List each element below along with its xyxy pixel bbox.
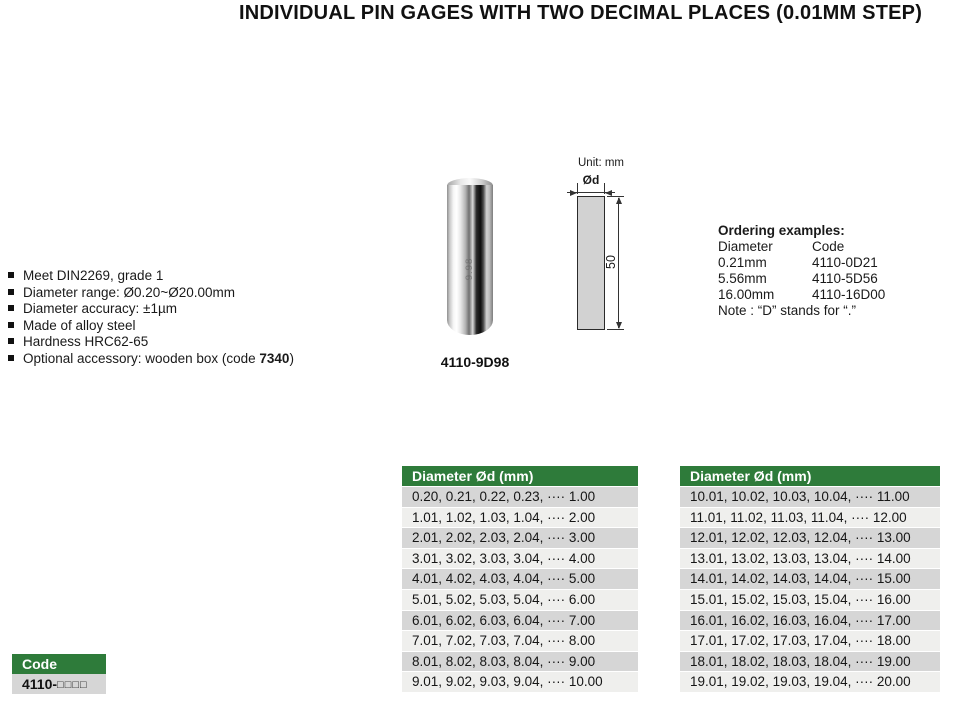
diameter-dimension-label: Ød — [582, 173, 600, 187]
feature-list — [8, 268, 294, 368]
table-row: 19.01, 19.02, 19.03, 19.04, ···· 20.00 — [680, 672, 940, 693]
arrowhead-icon — [570, 190, 577, 196]
feature-text: Meet DIN2269, grade 1 — [23, 268, 164, 283]
feature-item-optional-accessory — [8, 351, 294, 368]
code-box-value — [12, 674, 106, 694]
table-row: 17.01, 17.02, 17.03, 17.04, ···· 18.00 — [680, 631, 940, 652]
diameter-table-left — [402, 466, 638, 693]
ordering-diameter: 0.21mm — [718, 255, 767, 270]
feature-item — [8, 334, 294, 351]
table-row: 0.20, 0.21, 0.22, 0.23, ···· 1.00 — [402, 487, 638, 508]
table-row: 5.01, 5.02, 5.03, 5.04, ···· 6.00 — [402, 590, 638, 611]
table-row: 7.01, 7.02, 7.03, 7.04, ···· 8.00 — [402, 631, 638, 652]
ordering-heading: Ordering examples: — [718, 223, 845, 238]
table-row: 12.01, 12.02, 12.03, 12.04, ···· 13.00 — [680, 528, 940, 549]
feature-item — [8, 301, 294, 318]
pin-outline-rect — [577, 196, 605, 330]
dimension-drawing — [566, 156, 636, 338]
feature-text: Hardness HRC62-65 — [23, 334, 149, 350]
arrowhead-icon — [616, 322, 622, 329]
code-prefix: 4110- — [22, 676, 58, 692]
table-row: 2.01, 2.02, 2.03, 2.04, ···· 3.00 — [402, 528, 638, 549]
ordering-code: 4110-5D56 — [812, 271, 878, 286]
arrowhead-icon — [605, 190, 612, 196]
bullet-square-icon — [8, 305, 14, 311]
dimension-line — [618, 198, 619, 328]
table-row: 16.01, 16.02, 16.03, 16.04, ···· 17.00 — [680, 611, 940, 632]
table-row: 1.01, 1.02, 1.03, 1.04, ···· 2.00 — [402, 508, 638, 529]
bullet-square-icon — [8, 272, 14, 278]
ordering-code: 4110-16D00 — [812, 287, 886, 302]
feature-item — [8, 268, 294, 285]
code-placeholder-squares: □□□□ — [57, 679, 88, 691]
table-row: 9.01, 9.02, 9.03, 9.04, ···· 10.00 — [402, 672, 638, 693]
code-box-header: Code — [12, 654, 106, 674]
ordering-diameter: 5.56mm — [718, 271, 767, 286]
table-row: 4.01, 4.02, 4.03, 4.04, ···· 5.00 — [402, 569, 638, 590]
bullet-square-icon — [8, 289, 14, 295]
feature-text: ) — [289, 350, 294, 366]
ordering-examples — [718, 223, 885, 319]
ordering-col-header: Code — [812, 239, 845, 254]
feature-item — [8, 318, 294, 335]
feature-text: Diameter accuracy: ±1µm — [23, 301, 177, 317]
table-row: 8.01, 8.02, 8.03, 8.04, ···· 9.00 — [402, 652, 638, 673]
table-row: 13.01, 13.02, 13.03, 13.04, ···· 14.00 — [680, 549, 940, 570]
ordering-diameter: 16.00mm — [718, 287, 775, 302]
table-row: 3.01, 3.02, 3.03, 3.04, ···· 4.00 — [402, 549, 638, 570]
pin-cylinder — [447, 185, 493, 335]
page-title: INDIVIDUAL PIN GAGES WITH TWO DECIMAL PLACES (0.01MM STEP) — [238, 2, 923, 24]
table-row: 6.01, 6.02, 6.03, 6.04, ···· 7.00 — [402, 611, 638, 632]
extension-line — [607, 329, 624, 330]
table-row: 14.01, 14.02, 14.03, 14.04, ···· 15.00 — [680, 569, 940, 590]
bullet-square-icon — [8, 338, 14, 344]
table-row: 18.01, 18.02, 18.03, 18.04, ···· 19.00 — [680, 652, 940, 673]
pin-product-code: 4110-9D98 — [440, 354, 510, 370]
ordering-code: 4110-0D21 — [812, 255, 878, 270]
table-header: Diameter Ød (mm) — [402, 466, 638, 487]
feature-text: Diameter range: Ø0.20~Ø20.00mm — [23, 284, 235, 300]
arrowhead-icon — [616, 197, 622, 204]
ordering-note: Note : “D” stands for “.” — [718, 303, 857, 318]
bullet-square-icon — [8, 355, 14, 361]
table-row: 10.01, 10.02, 10.03, 10.04, ···· 11.00 — [680, 487, 940, 508]
unit-label: Unit: mm — [578, 157, 624, 169]
diameter-table-right — [680, 466, 940, 693]
ordering-col-header: Diameter — [718, 239, 773, 254]
bullet-square-icon — [8, 322, 14, 328]
feature-text: Made of alloy steel — [23, 317, 136, 333]
pin-gage-photo — [440, 176, 510, 376]
table-row: 11.01, 11.02, 11.03, 11.04, ···· 12.00 — [680, 508, 940, 529]
table-row: 15.01, 15.02, 15.03, 15.04, ···· 16.00 — [680, 590, 940, 611]
pin-engraving: 9.98 — [464, 257, 475, 281]
feature-text: Optional accessory: wooden box (code — [23, 350, 260, 366]
length-dimension-label: 50 — [604, 255, 618, 269]
table-header: Diameter Ød (mm) — [680, 466, 940, 487]
accessory-code: 7340 — [259, 350, 290, 366]
code-box — [12, 654, 106, 694]
feature-item — [8, 285, 294, 302]
ordering-table — [718, 239, 885, 303]
